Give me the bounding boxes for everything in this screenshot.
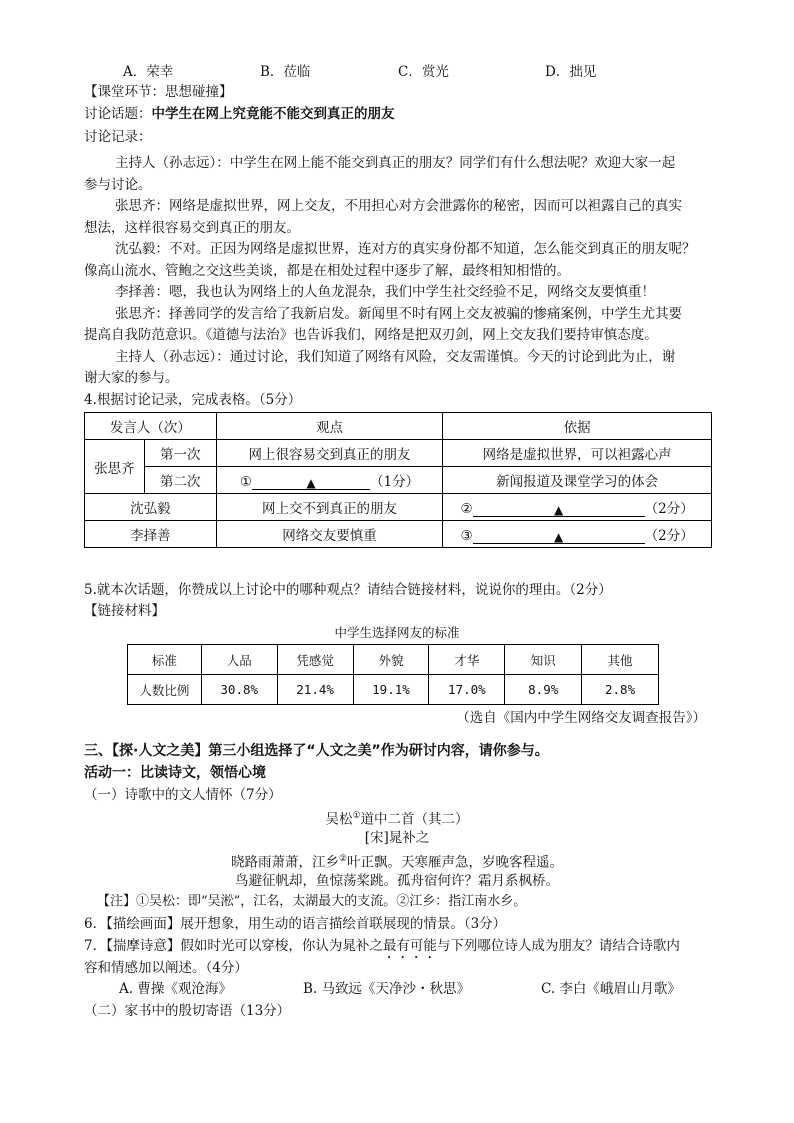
table-cell: 8.9% (505, 675, 582, 705)
answer-blank-1[interactable] (252, 475, 370, 490)
option-d: D．拙见 (545, 64, 597, 80)
link-material-label: 【链接材料】 (84, 603, 165, 619)
answer-blank-2[interactable] (473, 502, 645, 517)
view-cell: 网络交友要慎重 (216, 521, 443, 548)
record-label: 讨论记录： (84, 129, 152, 145)
dialogue-line: 李择善：嗯，我也认为网络上的人鱼龙混杂，我们中学生社交经验不足，网络交友要慎重！ (115, 284, 655, 300)
dialogue-line: 参与讨论。 (84, 177, 152, 193)
basis-cell: 网络是虚拟世界，可以袒露心声 (443, 440, 712, 467)
table-cell: 人数比例 (128, 675, 202, 705)
header-speaker: 发言人（次） (85, 413, 217, 440)
header-view: 观点 (216, 413, 443, 440)
dialogue-line: 主持人（孙志远）：中学生在网上能不能交到真正的朋友？同学们有什么想法呢？欢迎大家一起 (115, 155, 676, 171)
dialogue-line: 想法，这样很容易交到真正的朋友。 (84, 220, 300, 236)
dialogue-line: 沈弘毅：不对。正因为网络是虚拟世界，连对方的真实身份都不知道，怎么能交到真正的朋友呢？ (115, 241, 696, 257)
dialogue-line: 谢大家的参与。 (84, 370, 179, 386)
table-cell: 30.8% (201, 675, 277, 705)
blank-number: ② (460, 501, 473, 517)
table-row (85, 467, 712, 494)
poem-title-name: 吴松 (325, 811, 353, 828)
speaker-cell: 李择善 (85, 521, 217, 548)
topic-text: 中学生在网上究竟能不能交到真正的朋友 (151, 106, 395, 122)
basis-blank-cell (443, 494, 712, 521)
table-header-row (85, 413, 712, 440)
poem-title (0, 806, 794, 830)
part1-heading: （一）诗歌中的文人情怀（7分） (84, 787, 282, 803)
q7-text: 7．【揣摩诗意】假如时光可以穿梭，你认为晁补之 (84, 938, 383, 954)
survey-table-title: 中学生选择网友的标准 (334, 625, 460, 640)
triangle-marker: ▲ (554, 503, 564, 517)
q4-table (84, 412, 712, 548)
poem-author: [宋]晁补之 (364, 830, 430, 846)
section3-title: 三、【探·人文之美】第三小组选择了“人文之美”作为研讨内容，请你参与。 (84, 743, 549, 759)
table-cell: 标准 (128, 645, 202, 675)
table-cell: 21.4% (277, 675, 353, 705)
q7-prompt-cont: 容和情感加以阐述。（4分） (84, 960, 248, 976)
part2-heading: （二）家书中的殷切寄语（13分） (84, 1003, 291, 1019)
poem-title-rest: 道中二首（其二） (360, 811, 469, 828)
triangle-marker: ▲ (306, 476, 316, 490)
answer-blank-3[interactable] (473, 529, 645, 544)
blank-score: （1分） (369, 474, 420, 490)
option-c: C. 李白《峨眉山月歌》 (541, 981, 681, 997)
table-cell: 2.8% (582, 675, 659, 705)
q6-prompt: 6．【描绘画面】展开想象，用生动的语言描绘首联展现的情景。（3分） (84, 916, 507, 932)
basis-cell: 新闻报道及课堂学习的体会 (443, 467, 712, 494)
table-cell: 人品 (201, 645, 277, 675)
q7-emphasis: 最有可能 (382, 938, 437, 954)
table-cell: 知识 (505, 645, 582, 675)
triangle-marker: ▲ (554, 530, 564, 544)
dialogue-line: 提高自我防范意识。《道德与法治》也告诉我们，网络是把双刃剑，网上交友我们要持审慎态度。 (84, 327, 658, 343)
discussion-topic (84, 104, 395, 124)
basis-blank-cell (443, 521, 712, 548)
table-cell: 凭感觉 (277, 645, 353, 675)
dialogue-line: 张思齐：网络是虚拟世界，网上交友，不用担心对方会泄露你的秘密，因而可以袒露自己的真实 (115, 198, 682, 214)
table-row (85, 440, 712, 467)
view-cell: 网上交不到真正的朋友 (216, 494, 443, 521)
table-row (85, 494, 712, 521)
option-a: A．荣幸 (123, 64, 174, 80)
table-cell: 19.1% (353, 675, 429, 705)
dialogue-line: 像高山流水、管鲍之交这些美谈，都是在相处过程中逐步了解，最终相知相惜的。 (84, 263, 570, 279)
option-c: C．赏光 (398, 64, 449, 80)
table-header-row (128, 645, 659, 675)
view-cell: 网上很容易交到真正的朋友 (216, 440, 443, 467)
dialogue-line: 张思齐：择善同学的发言给了我新启发。新闻里不时有网上交友被骗的惨痛案例，中学生尤其要 (115, 306, 682, 322)
table-row (85, 521, 712, 548)
view-blank-cell (216, 467, 443, 494)
blank-score: （2分） (644, 501, 694, 517)
table-cell: 外貌 (353, 645, 429, 675)
speaker-cell: 沈弘毅 (85, 494, 217, 521)
turn-cell: 第二次 (144, 467, 216, 494)
survey-table (127, 644, 659, 705)
table-cell: 才华 (429, 645, 505, 675)
footnote-mark: ① (352, 811, 361, 821)
poem-line (0, 849, 794, 873)
blank-score: （2分） (644, 528, 694, 544)
table-row (128, 675, 659, 705)
q5-prompt: 5.就本次话题，你赞成以上讨论中的哪种观点？请结合链接材料，说说你的理由。（2分） (84, 582, 612, 598)
q4-prompt: 4.根据讨论记录，完成表格。（5分） (84, 392, 302, 408)
header-basis: 依据 (443, 413, 712, 440)
table-cell: 其他 (582, 645, 659, 675)
poem-text: 晓路雨萧萧，江乡 (230, 854, 339, 871)
option-b: B. 马致远《天净沙・秋思》 (303, 981, 471, 997)
footnote-mark: ② (338, 854, 348, 864)
blank-number: ① (239, 474, 252, 490)
dialogue-line: 主持人（孙志远）：通过讨论，我们知道了网络有风险，交友需谨慎。今天的讨论到此为止，谢 (115, 349, 676, 365)
class-segment-heading: 【课堂环节：思想碰撞】 (84, 84, 233, 100)
q7-text: 与下列哪位诗人成为朋友？请结合诗歌内 (436, 938, 680, 954)
poem-text: 叶正飘。天寒雁声急，岁晚客程遥。 (347, 854, 564, 871)
option-a: A. 曹操《观沧海》 (119, 981, 232, 997)
blank-number: ③ (460, 528, 473, 544)
speaker-cell: 张思齐 (85, 440, 145, 494)
table-cell: 17.0% (429, 675, 505, 705)
survey-source: （选自《国内中学生网络交友调查报告》） (456, 710, 706, 726)
poem-line: 鸟避征帆却，鱼惊荡桨跳。孤舟宿何许？霜月系枫桥。 (235, 873, 559, 889)
topic-label: 讨论话题： (84, 106, 152, 122)
option-b: B．莅临 (260, 64, 311, 80)
poem-note: 【注】①吴松：即“吴淞”，江名，太湖最大的支流。②江乡：指江南水乡。 (97, 894, 527, 909)
turn-cell: 第一次 (144, 440, 216, 467)
activity1-title: 活动一：比读诗文，领悟心境 (84, 765, 266, 781)
